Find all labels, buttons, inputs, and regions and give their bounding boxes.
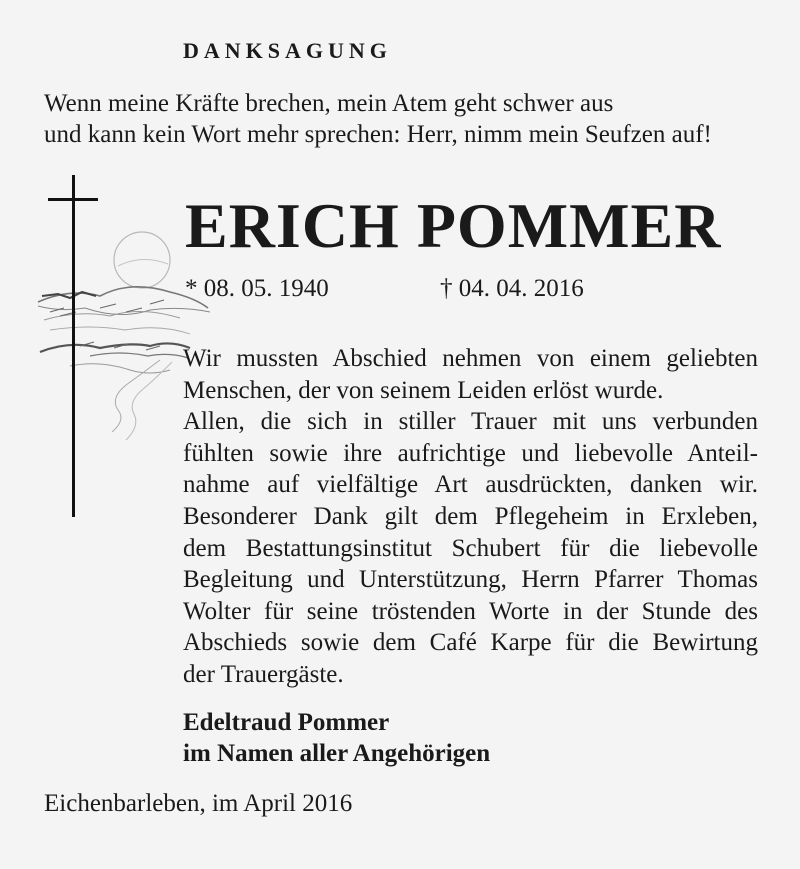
body-line: fühlten sowie ihre aufrichtige und liebevolle Anteil- <box>183 439 758 467</box>
verse-line: und kann kein Wort mehr sprechen: Herr, nimm mein Seufzen auf! <box>44 121 712 148</box>
verse <box>44 88 784 150</box>
birth-date: * 08. 05. 1940 <box>185 275 329 302</box>
body-line: nahme auf vielfältige Art ausdrückten, danken wir. <box>183 471 758 499</box>
body-line: Allen, die sich in stiller Trauer mit uns verbunden <box>183 408 758 436</box>
signature-name: Edeltraud Pommer <box>183 709 390 736</box>
body-line: Wolter für seine tröstenden Worte in der Stunde des <box>183 597 758 625</box>
verse-line: Wenn meine Kräfte brechen, mein Atem geht schwer aus <box>44 90 614 117</box>
deceased-name: ERICH POMMER <box>185 190 722 261</box>
body-line: Besonderer Dank gilt dem Pflegeheim in Erxleben, <box>183 502 758 530</box>
body-line: Abschieds sowie dem Café Karpe für die Bewirtung <box>183 629 758 657</box>
body-line: dem Bestattungsinstitut Schubert für die liebevolle <box>183 534 758 562</box>
body-line: Wir mussten Abschied nehmen von einem geliebten <box>183 345 758 372</box>
body-line: der Trauergäste. <box>183 660 344 688</box>
body-text <box>183 343 758 691</box>
heading: DANKSAGUNG <box>183 38 392 63</box>
signature-note: im Namen aller Angehörigen <box>183 740 491 767</box>
body-line: Begleitung und Unterstützung, Herrn Pfarrer Thomas <box>183 566 758 594</box>
death-date: † 04. 04. 2016 <box>440 275 584 302</box>
signature <box>183 707 490 769</box>
body-line: Menschen, der von seinem Leiden erlöst wurde. <box>183 376 664 404</box>
place-date: Eichenbarleben, im April 2016 <box>44 790 353 817</box>
